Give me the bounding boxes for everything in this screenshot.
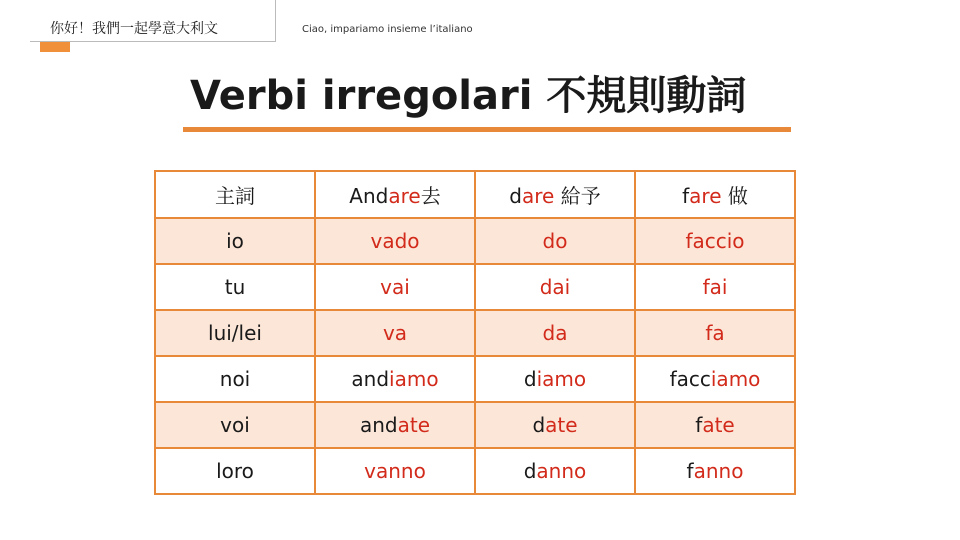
verb-cell <box>635 218 795 264</box>
verb-ending: da <box>542 321 568 345</box>
verb-ending: ate <box>397 413 431 437</box>
accent-tab <box>40 42 70 52</box>
slide-title: Verbi irregolari 不規則動詞 <box>190 73 747 119</box>
verb-cell <box>635 264 795 310</box>
verb-cell <box>315 356 475 402</box>
header-right-text: Ciao, impariamo insieme l’italiano <box>302 24 473 35</box>
verb-ending: iamo <box>710 367 761 391</box>
verb-cell <box>475 402 635 448</box>
verb-ending: faccio <box>685 229 745 253</box>
verb-stem: and <box>351 367 390 391</box>
verb-cell <box>475 356 635 402</box>
verb-cell <box>475 310 635 356</box>
header-ending: are <box>388 184 421 208</box>
verb-cell <box>475 264 635 310</box>
subject-cell: io <box>155 218 315 264</box>
verb-stem: d <box>523 367 537 391</box>
header-cell-andare <box>315 171 475 218</box>
verb-cell <box>315 310 475 356</box>
header-ending: are <box>689 184 722 208</box>
verb-ending: iamo <box>536 367 587 391</box>
verb-cell <box>315 218 475 264</box>
subject-cell: tu <box>155 264 315 310</box>
verb-ending: ate <box>545 413 578 437</box>
verb-ending: vado <box>370 229 420 253</box>
subject-cell: loro <box>155 448 315 494</box>
verb-cell <box>635 402 795 448</box>
title-underline <box>183 127 791 132</box>
subject-cell: lui/lei <box>155 310 315 356</box>
header-stem: f <box>682 184 690 208</box>
header-stem: And <box>349 184 389 208</box>
verb-stem: facc <box>669 367 711 391</box>
verb-ending: anno <box>693 459 744 483</box>
verb-cell <box>475 218 635 264</box>
header-stem: d <box>509 184 522 208</box>
table-row <box>155 402 795 448</box>
verb-ending: iamo <box>389 367 439 391</box>
header-meaning: 給予 <box>554 184 601 208</box>
verb-cell <box>315 402 475 448</box>
conjugation-table <box>154 170 796 495</box>
verb-ending: vai <box>380 275 410 299</box>
subject-cell: voi <box>155 402 315 448</box>
table-row <box>155 356 795 402</box>
verb-ending: fai <box>702 275 728 299</box>
verb-cell <box>635 310 795 356</box>
table-row <box>155 218 795 264</box>
table-row <box>155 310 795 356</box>
verb-ending: dai <box>539 275 571 299</box>
verb-stem: f <box>686 459 694 483</box>
header-subject-label: 主詞 <box>215 184 255 208</box>
table-row <box>155 448 795 494</box>
verb-stem: f <box>695 413 703 437</box>
header-meaning: 去 <box>420 184 441 208</box>
header-meaning: 做 <box>721 184 748 208</box>
verb-cell <box>475 448 635 494</box>
table-row <box>155 264 795 310</box>
verb-stem: and <box>359 413 398 437</box>
verb-ending: anno <box>536 459 587 483</box>
header-cell-subject <box>155 171 315 218</box>
verb-ending: vanno <box>364 459 426 483</box>
header-cell-dare <box>475 171 635 218</box>
verb-cell <box>315 448 475 494</box>
header-cell-fare <box>635 171 795 218</box>
verb-stem: d <box>532 413 546 437</box>
verb-cell <box>315 264 475 310</box>
header-ending: are <box>522 184 555 208</box>
header-left-text: 你好！我們一起學意大利文 <box>50 21 218 37</box>
verb-ending: va <box>382 321 408 345</box>
verb-ending: fa <box>705 321 725 345</box>
verb-cell <box>635 448 795 494</box>
verb-cell <box>635 356 795 402</box>
verb-ending: ate <box>702 413 735 437</box>
subject-cell: noi <box>155 356 315 402</box>
table-header-row <box>155 171 795 218</box>
verb-stem: d <box>523 459 537 483</box>
verb-ending: do <box>542 229 568 253</box>
